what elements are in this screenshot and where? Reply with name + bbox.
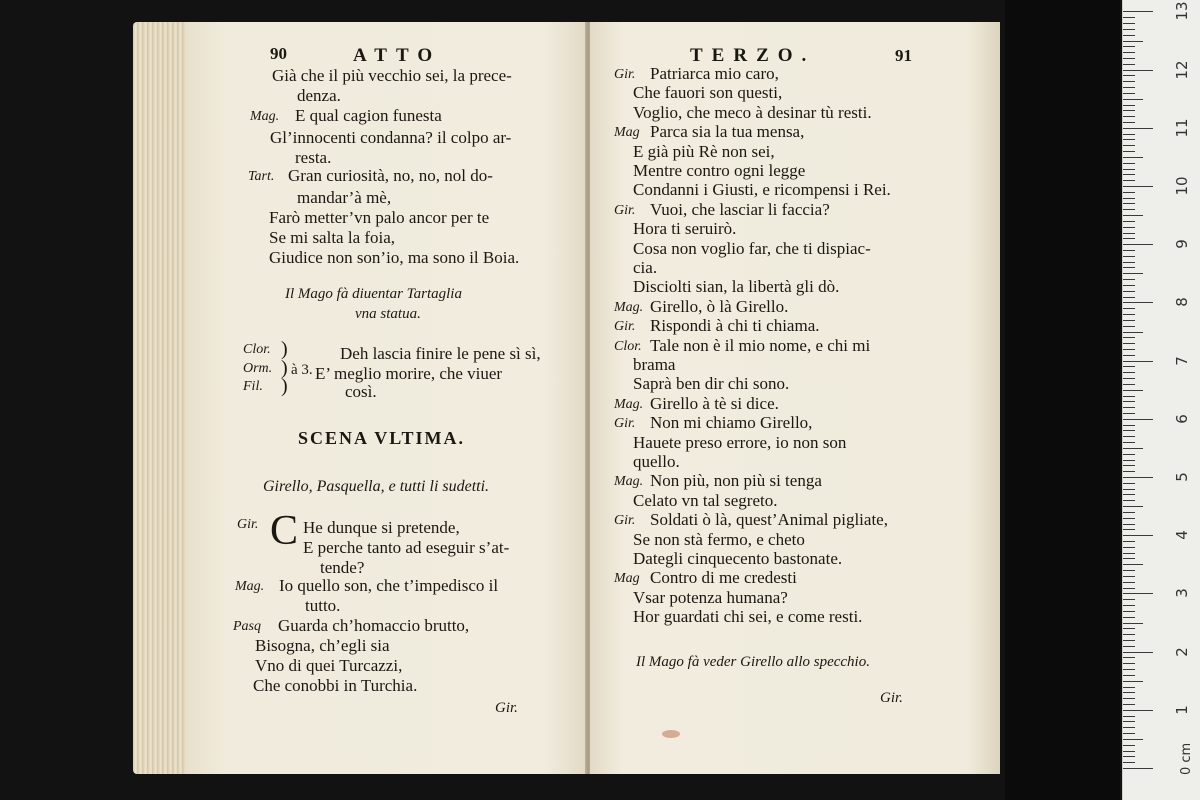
book-page-edges <box>133 22 193 774</box>
ruler-tick <box>1123 576 1135 577</box>
ruler-tick <box>1123 17 1135 18</box>
ruler-tick <box>1123 157 1143 158</box>
ruler-tick <box>1123 430 1135 431</box>
text-line: tutto. <box>305 596 341 615</box>
ruler-tick <box>1123 518 1135 519</box>
text-line: Soldati ò là, quest’Animal pigliate, <box>650 510 888 529</box>
text-line: tende? <box>320 558 365 577</box>
right-page <box>590 22 1000 774</box>
text-line: Che conobbi in Turchia. <box>253 676 418 695</box>
ruler-tick <box>1123 41 1143 42</box>
speaker-label: Mag. <box>614 474 644 489</box>
text-line: Hora ti seruirò. <box>633 219 737 238</box>
ruler-tick <box>1123 483 1135 484</box>
ruler-tick <box>1123 122 1135 123</box>
ruler-tick <box>1123 46 1135 47</box>
ruler-number: 11 <box>1173 118 1191 138</box>
ruler-tick <box>1123 675 1135 676</box>
ruler-tick <box>1123 308 1135 309</box>
catchword: Gir. <box>880 690 903 706</box>
text-line: Dategli cinquecento bastonate. <box>633 549 843 568</box>
ruler-tick <box>1123 52 1135 53</box>
text-line: E qual cagion funesta <box>295 106 442 125</box>
ruler-tick <box>1123 646 1135 647</box>
ruler-tick <box>1123 692 1135 693</box>
ruler-tick <box>1123 128 1153 129</box>
running-head: ATTO <box>353 45 442 66</box>
ruler-tick <box>1123 401 1135 402</box>
ruler-tick <box>1123 145 1135 146</box>
text-line: resta. <box>295 148 332 167</box>
ruler-tick <box>1123 704 1135 705</box>
ruler-tick <box>1123 716 1135 717</box>
ruler-tick <box>1123 553 1135 554</box>
page-number: 91 <box>895 46 912 65</box>
ruler-tick <box>1123 64 1135 65</box>
ruler-tick <box>1123 465 1135 466</box>
ruler-number: 4 <box>1173 530 1191 540</box>
ruler-number: 6 <box>1173 414 1191 424</box>
ruler-tick <box>1123 349 1135 350</box>
ruler-tick <box>1123 739 1143 740</box>
character-list: Girello, Pasquella, e tutti li sudetti. <box>263 478 490 495</box>
ruler-tick <box>1123 681 1143 682</box>
ruler-tick <box>1123 640 1135 641</box>
ruler-tick <box>1123 163 1135 164</box>
ruler-number: 5 <box>1173 472 1191 482</box>
ruler-tick <box>1123 151 1135 152</box>
text-line: Saprà ben dir chi sono. <box>633 374 790 393</box>
ruler-tick <box>1123 751 1135 752</box>
text-line: denza. <box>297 86 341 105</box>
text-line: cia. <box>633 258 658 277</box>
ruler-tick <box>1123 390 1143 391</box>
ruler-tick <box>1123 58 1135 59</box>
text-line: E già più Rè non sei, <box>633 142 775 161</box>
ruler-tick <box>1123 110 1135 111</box>
text-line: Hauete preso errore, io non son <box>633 433 847 452</box>
ruler-tick <box>1123 198 1135 199</box>
ruler-tick <box>1123 588 1135 589</box>
speaker-label: Orm. <box>243 361 273 376</box>
ruler-tick <box>1123 541 1135 542</box>
ruler-tick <box>1123 628 1135 629</box>
ruler-tick <box>1123 698 1135 699</box>
speaker-label: Mag. <box>235 579 265 594</box>
stage-direction: vna statua. <box>355 306 421 322</box>
ruler-tick <box>1123 617 1135 618</box>
ruler-tick <box>1123 35 1135 36</box>
text-line: brama <box>633 355 676 374</box>
ruler-tick <box>1123 11 1153 12</box>
ruler-tick <box>1123 623 1143 624</box>
ruler-tick <box>1123 558 1135 559</box>
ruler-tick <box>1123 384 1135 385</box>
text-line: Non più, non più si tenga <box>650 471 822 490</box>
ruler-tick <box>1123 419 1153 420</box>
speaker-label: Clor. <box>614 339 642 354</box>
ruler-tick <box>1123 687 1135 688</box>
text-line: Vsar potenza humana? <box>633 588 788 607</box>
text-line: Bisogna, ch’egli sia <box>255 636 390 655</box>
speaker-label: Gir. <box>614 67 636 82</box>
text-line: mandar’à mè, <box>297 188 392 207</box>
ruler-tick <box>1123 512 1135 513</box>
text-line: He dunque si pretende, <box>303 518 460 537</box>
text-line: Deh lascia finire le pene sì sì, <box>340 344 541 363</box>
ruler-tick <box>1123 721 1135 722</box>
ruler-tick <box>1123 267 1135 268</box>
text-line: Voglio, che meco à desinar tù resti. <box>633 103 872 122</box>
ruler-tick <box>1123 460 1135 461</box>
text-line: Girello, ò là Girello. <box>650 297 789 316</box>
ruler-number: 9 <box>1173 239 1191 249</box>
catchword: Gir. <box>495 700 518 716</box>
speaker-label: Gir. <box>614 416 636 431</box>
ruler-unit-label: 0 cm <box>1179 742 1194 775</box>
ruler-tick <box>1123 209 1135 210</box>
ruler-tick <box>1123 669 1135 670</box>
text-line: Mentre contro ogni legge <box>633 161 806 180</box>
text-line: Disciolti sian, la libertà gli dò. <box>633 277 840 296</box>
ruler-tick <box>1123 99 1143 100</box>
ruler-tick <box>1123 652 1153 653</box>
text-line: E perche tanto ad eseguir s’at- <box>303 538 510 557</box>
ruler-tick <box>1123 238 1135 239</box>
a3-label: à 3. <box>291 362 313 378</box>
ruler-tick <box>1123 524 1135 525</box>
ruler-tick <box>1123 105 1135 106</box>
ruler-tick <box>1123 297 1135 298</box>
scene-title: SCENA VLTIMA. <box>298 428 466 448</box>
ruler-tick <box>1123 471 1135 472</box>
ruler-tick <box>1123 663 1135 664</box>
ruler-tick <box>1123 139 1135 140</box>
ruler-tick <box>1123 372 1135 373</box>
ruler-tick <box>1123 564 1143 565</box>
ruler-number: 3 <box>1173 588 1191 598</box>
text-line: Patriarca mio caro, <box>650 64 779 83</box>
ruler-tick <box>1123 425 1135 426</box>
drop-cap: C <box>270 508 299 554</box>
ruler-tick <box>1123 134 1135 135</box>
text-line: Vuoi, che lasciar li faccia? <box>650 200 830 219</box>
ruler-tick <box>1123 291 1135 292</box>
ruler-tick <box>1123 355 1135 356</box>
text-line: Che fauori son questi, <box>633 83 783 102</box>
ruler-tick <box>1123 494 1135 495</box>
ruler-tick <box>1123 314 1135 315</box>
ruler-tick <box>1123 448 1143 449</box>
speaker-label: Fil. <box>243 379 263 394</box>
speaker-label: Tart. <box>248 169 275 184</box>
speaker-label: Mag. <box>250 109 280 124</box>
ruler-tick <box>1123 29 1135 30</box>
ruler-number: 8 <box>1173 297 1191 307</box>
ruler-tick <box>1123 535 1153 536</box>
speaker-label: Mag. <box>614 397 644 412</box>
text-line: Contro di me credesti <box>650 568 797 587</box>
ruler-tick <box>1123 413 1135 414</box>
ruler-tick <box>1123 733 1135 734</box>
text-line: Se mi salta la foia, <box>269 228 396 247</box>
ruler-tick <box>1123 634 1135 635</box>
text-line: Non mi chiamo Girello, <box>650 413 813 432</box>
text-line: Tale non è il mio nome, e chi mi <box>650 336 871 355</box>
ruler-tick <box>1123 489 1135 490</box>
text-line: Già che il più vecchio sei, la prece- <box>272 66 512 85</box>
ruler-tick <box>1123 215 1143 216</box>
text-line: Farò metter’vn palo ancor per te <box>269 208 490 227</box>
speaker-label: Clor. <box>243 342 271 357</box>
ruler-tick <box>1123 361 1153 362</box>
text-line: Vno di quei Turcazzi, <box>255 656 403 675</box>
ruler-tick <box>1123 366 1135 367</box>
ruler-tick <box>1123 337 1135 338</box>
ruler-tick <box>1123 442 1135 443</box>
ruler-tick <box>1123 500 1135 501</box>
ruler-tick <box>1123 285 1135 286</box>
ruler-tick <box>1123 262 1135 263</box>
text-line: Girello à tè si dice. <box>650 394 779 413</box>
text-line: Rispondi à chi ti chiama. <box>650 316 820 335</box>
ruler-tick <box>1123 81 1135 82</box>
ruler-tick <box>1123 244 1153 245</box>
ruler-tick <box>1123 203 1135 204</box>
ruler-tick <box>1123 273 1143 274</box>
text-line: Guarda ch’homaccio brutto, <box>278 616 470 635</box>
ruler-tick <box>1123 332 1143 333</box>
paper-stain <box>662 730 680 738</box>
speaker-label: Mag <box>614 571 640 586</box>
ruler-tick <box>1123 75 1135 76</box>
ruler-tick <box>1123 582 1135 583</box>
speaker-label: Mag <box>614 125 640 140</box>
ruler-number: 12 <box>1173 60 1191 80</box>
ruler-tick <box>1123 436 1135 437</box>
ruler-tick <box>1123 407 1135 408</box>
ruler-tick <box>1123 605 1135 606</box>
ruler-tick <box>1123 506 1143 507</box>
speaker-label: Pasq <box>233 619 261 634</box>
ruler-number: 7 <box>1173 356 1191 366</box>
measurement-ruler <box>1122 0 1200 800</box>
ruler-tick <box>1123 87 1135 88</box>
ruler-tick <box>1123 396 1135 397</box>
ruler-tick <box>1123 745 1135 746</box>
ruler-tick <box>1123 169 1135 170</box>
ruler-tick <box>1123 326 1135 327</box>
ruler-number: 13 <box>1173 1 1191 21</box>
ruler-tick <box>1123 23 1135 24</box>
ruler-tick <box>1123 343 1135 344</box>
ruler-tick <box>1123 710 1153 711</box>
ruler-tick <box>1123 70 1153 71</box>
text-line: Parca sia la tua mensa, <box>650 122 805 141</box>
page-number: 90 <box>270 44 287 63</box>
ruler-tick <box>1123 93 1135 94</box>
text-line: Se non stà fermo, e cheto <box>633 530 805 549</box>
ruler-tick <box>1123 233 1135 234</box>
ruler-number: 2 <box>1173 647 1191 657</box>
ruler-tick <box>1123 529 1135 530</box>
text-line: Hor guardati chi sei, e come resti. <box>633 607 863 626</box>
speaker-label: Gir. <box>614 203 636 218</box>
ruler-tick <box>1123 547 1135 548</box>
text-line: così. <box>345 382 377 401</box>
ruler-tick <box>1123 320 1135 321</box>
left-page <box>185 22 585 774</box>
running-head: TERZO. <box>690 45 816 66</box>
ruler-tick <box>1123 454 1135 455</box>
brace-mark: ) <box>281 338 288 360</box>
ruler-tick <box>1123 477 1153 478</box>
text-line: Celato vn tal segreto. <box>633 491 778 510</box>
ruler-number: 1 <box>1173 705 1191 715</box>
stage-direction: Il Mago fà diuentar Tartaglia <box>285 286 462 302</box>
brace-mark: ) <box>281 357 288 379</box>
ruler-tick <box>1123 174 1135 175</box>
speaker-label: Gir. <box>614 513 636 528</box>
ruler-tick <box>1123 378 1135 379</box>
ruler-tick <box>1123 756 1135 757</box>
ruler-tick <box>1123 611 1135 612</box>
text-line: Io quello son, che t’impedisco il <box>279 576 499 595</box>
text-line: Condanni i Giusti, e ricompensi i Rei. <box>633 180 891 199</box>
speaker-label: Gir. <box>614 319 636 334</box>
ruler-tick <box>1123 256 1135 257</box>
ruler-tick <box>1123 570 1135 571</box>
ruler-tick <box>1123 768 1153 769</box>
text-line: Gran curiosità, no, no, nol do- <box>288 166 493 185</box>
ruler-tick <box>1123 727 1135 728</box>
ruler-tick <box>1123 180 1135 181</box>
speaker-label: Gir. <box>237 517 259 532</box>
ruler-tick <box>1123 116 1135 117</box>
ruler-tick <box>1123 762 1135 763</box>
ruler-tick <box>1123 221 1135 222</box>
stage-direction: Il Mago fà veder Girello allo specchio. <box>636 654 870 670</box>
ruler-tick <box>1123 192 1135 193</box>
ruler-tick <box>1123 250 1135 251</box>
ruler-number: 10 <box>1173 176 1191 196</box>
text-line: Gl’innocenti condanna? il colpo ar- <box>270 128 512 147</box>
ruler-tick <box>1123 657 1135 658</box>
text-line: E’ meglio morire, che viuer <box>315 364 503 383</box>
ruler-tick <box>1123 186 1153 187</box>
ruler-tick <box>1123 302 1153 303</box>
background <box>1005 0 1120 800</box>
text-line: Cosa non voglio far, che ti dispiac- <box>633 239 871 258</box>
speaker-label: Mag. <box>614 300 644 315</box>
text-line: quello. <box>633 452 680 471</box>
ruler-tick <box>1123 599 1135 600</box>
brace-mark: ) <box>281 375 288 397</box>
ruler-tick <box>1123 279 1135 280</box>
ruler-tick <box>1123 227 1135 228</box>
ruler-tick <box>1123 593 1153 594</box>
text-line: Giudice non son’io, ma sono il Boia. <box>269 248 520 267</box>
